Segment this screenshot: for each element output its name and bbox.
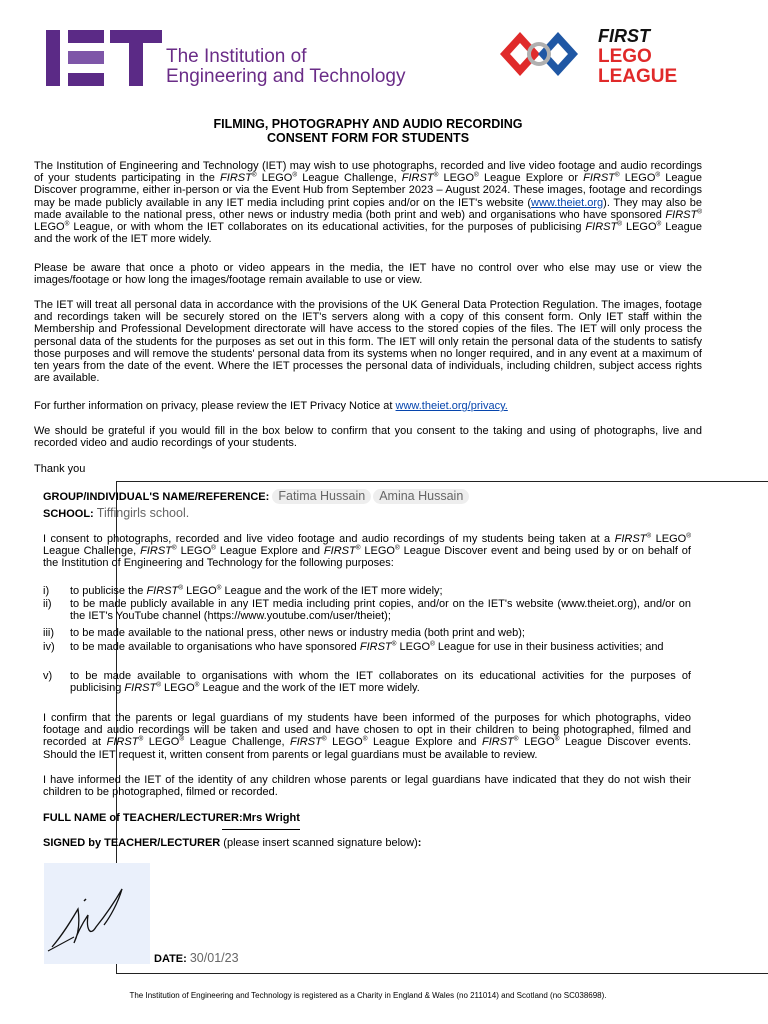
intro-paragraph-4: For further information on privacy, please review the IET Privacy Notice at www.theiet.org/privacy. [34,400,508,412]
list-item: iv) to be made available to organisations who have sponsored FIRST® LEGO® League for use in their business activities; and [43,640,664,653]
form-title [0,117,736,145]
group-name-label: GROUP/INDIVIDUAL'S NAME/REFERENCE: [43,491,270,503]
school-label: SCHOOL: [43,508,94,520]
name-underline [222,829,300,830]
signed-label: SIGNED by TEACHER/LECTURER [43,837,221,849]
fll-league-text: LEAGUE [598,66,678,86]
list-item: v) to be made available to organisations with whom the IET collaborates on its educational activities for the purposes of publicising FIRST® LEGO® League and the work of the IET more widely. [43,670,691,695]
list-item: ii) to be made publicly available in any IET media including print copies, and/or on the IET's website (www.theiet.org), and/or on the IET's YouTube channel (https://www.youtube.com/user/theiet); [43,598,692,623]
privacy-link[interactable]: www.theiet.org/privacy. [395,400,508,412]
list-item: i) to publicise the FIRST® LEGO® League and the work of the IET more widely; [43,584,443,597]
iet-name-line2: Engineering and Technology [166,66,406,87]
title-line2: CONSENT FORM FOR STUDENTS [266,131,470,145]
group-name-field-2[interactable]: Amina Hussain [373,489,469,504]
theiet-link[interactable]: www.theiet.org [561,598,634,610]
footer-charity-text: The Institution of Engineering and Technology is registered as a Charity in England & Wales (no 211014) and Scotland (no SC038698). [129,991,607,1000]
form-box-bottom-border [116,973,768,974]
informed-paragraph: I have informed the IET of the identity of any children whose parents or legal guardians have indicated that they do not wish their children to be photographed, filmed or recorded. [43,774,691,799]
parents-paragraph: I confirm that the parents or legal guardians of my students have been informed of the purposes for which photographs, video footage and audio recordings will be taken and used and have chosen to opt in their children to being photographed, filmed and recorded at FIRST® LEGO® League Challenge, FIRST® LEGO® League Explore and FIRST® LEGO® League Discover events. Should the IET request it, written consent from parents or legal guardians must be available to review. [43,712,692,761]
group-name-field-1[interactable]: Fatima Hussain [272,489,371,504]
consent-paragraph: I consent to photographs, recorded and live video footage and audio recordings of my students being taken at a FIRST® LEGO® League Challenge, FIRST® LEGO® League Explore and FIRST® LEGO® League Discover event and being used by or on behalf of the Institution of Engineering and Technology for the following purposes: [43,532,691,570]
school-row [43,507,691,520]
theiet-link[interactable]: www.theiet.org [531,196,604,209]
intro-paragraph-3: The IET will treat all personal data in accordance with the provisions of the UK General Data Protection Regulation. The images, footage and recordings taken will be securely stored on the IET's servers along with a copy of this consent form. Only IET staff within the Membership and Professional Development directorate will have access to the stored copies of the files. The IET will only process the personal data of the students for the purposes as set out in this form. The IET will only retain the personal data of the students to satisfy those purposes and will remove the students' personal data from its systems when no longer required, and in any event at a maximum of ten years from the date of the event. Where the IET processes the personal data of individuals, including children, subject access rights are available. [34,299,702,385]
date-label: DATE: [154,953,187,965]
signature-image[interactable] [44,863,150,964]
full-name-row [43,812,691,824]
iet-name-line1: The Institution of [166,46,307,67]
fll-first-text: FIRST [598,26,650,46]
list-item: iii) to be made available to the national press, other news or industry media (both print and web); [43,627,525,639]
signed-row: SIGNED by TEACHER/LECTURER (please insert scanned signature below): [43,837,422,849]
first-lego-league-logo-icon [498,24,688,86]
fll-lego-text: LEGO [598,46,652,67]
date-row [154,951,239,965]
full-name-label: FULL NAME of TEACHER/LECTURER: [43,812,243,824]
group-name-row [43,489,691,504]
intro-paragraph-2: Please be aware that once a photo or video appears in the media, the IET have no control over who else may use or view the images/footage or how long the images/footage remain available to use or view. [34,262,702,287]
full-name-field[interactable]: Mrs Wright [242,812,300,824]
intro-paragraph-5: We should be grateful if you would fill in the box below to confirm that you consent to the taking and using of photographs, live and recorded video and audio recordings of your students. [34,425,702,450]
title-line1: FILMING, PHOTOGRAPHY AND AUDIO RECORDING [213,117,523,131]
school-field[interactable]: Tiffingirls school. [96,506,190,520]
iet-name [166,47,405,87]
date-field[interactable]: 30/01/23 [189,951,239,965]
youtube-link[interactable]: https://www.youtube.com/user/theiet [207,610,385,623]
intro-paragraph-1: The Institution of Engineering and Technology (IET) may wish to use photographs, recorded and live video footage and audio recordings of your students participating in the FIRST® LEGO® League Challenge, FIRST® LEGO® League Explore or FIRST® LEGO® League Discover programme, either in-person or via the Event Hub from September 2023 – August 2024. These images, footage and recordings may be made publicly available in any IET media including print copies and/or on the IET's website (www.theiet.org). They may also be made available to the national press, other news or industry media (both print and web) and organisations who have sponsored FIRST® LEGO® League, or with whom the IET collaborates on its educational activities, for the purposes of publicising FIRST® LEGO® League and the work of the IET more widely. [34,160,703,246]
form-box-top-border [116,481,768,482]
signed-hint: (please insert scanned signature below) [220,837,418,849]
thank-you-text: Thank you [34,463,86,475]
iet-logo-icon [46,30,162,86]
